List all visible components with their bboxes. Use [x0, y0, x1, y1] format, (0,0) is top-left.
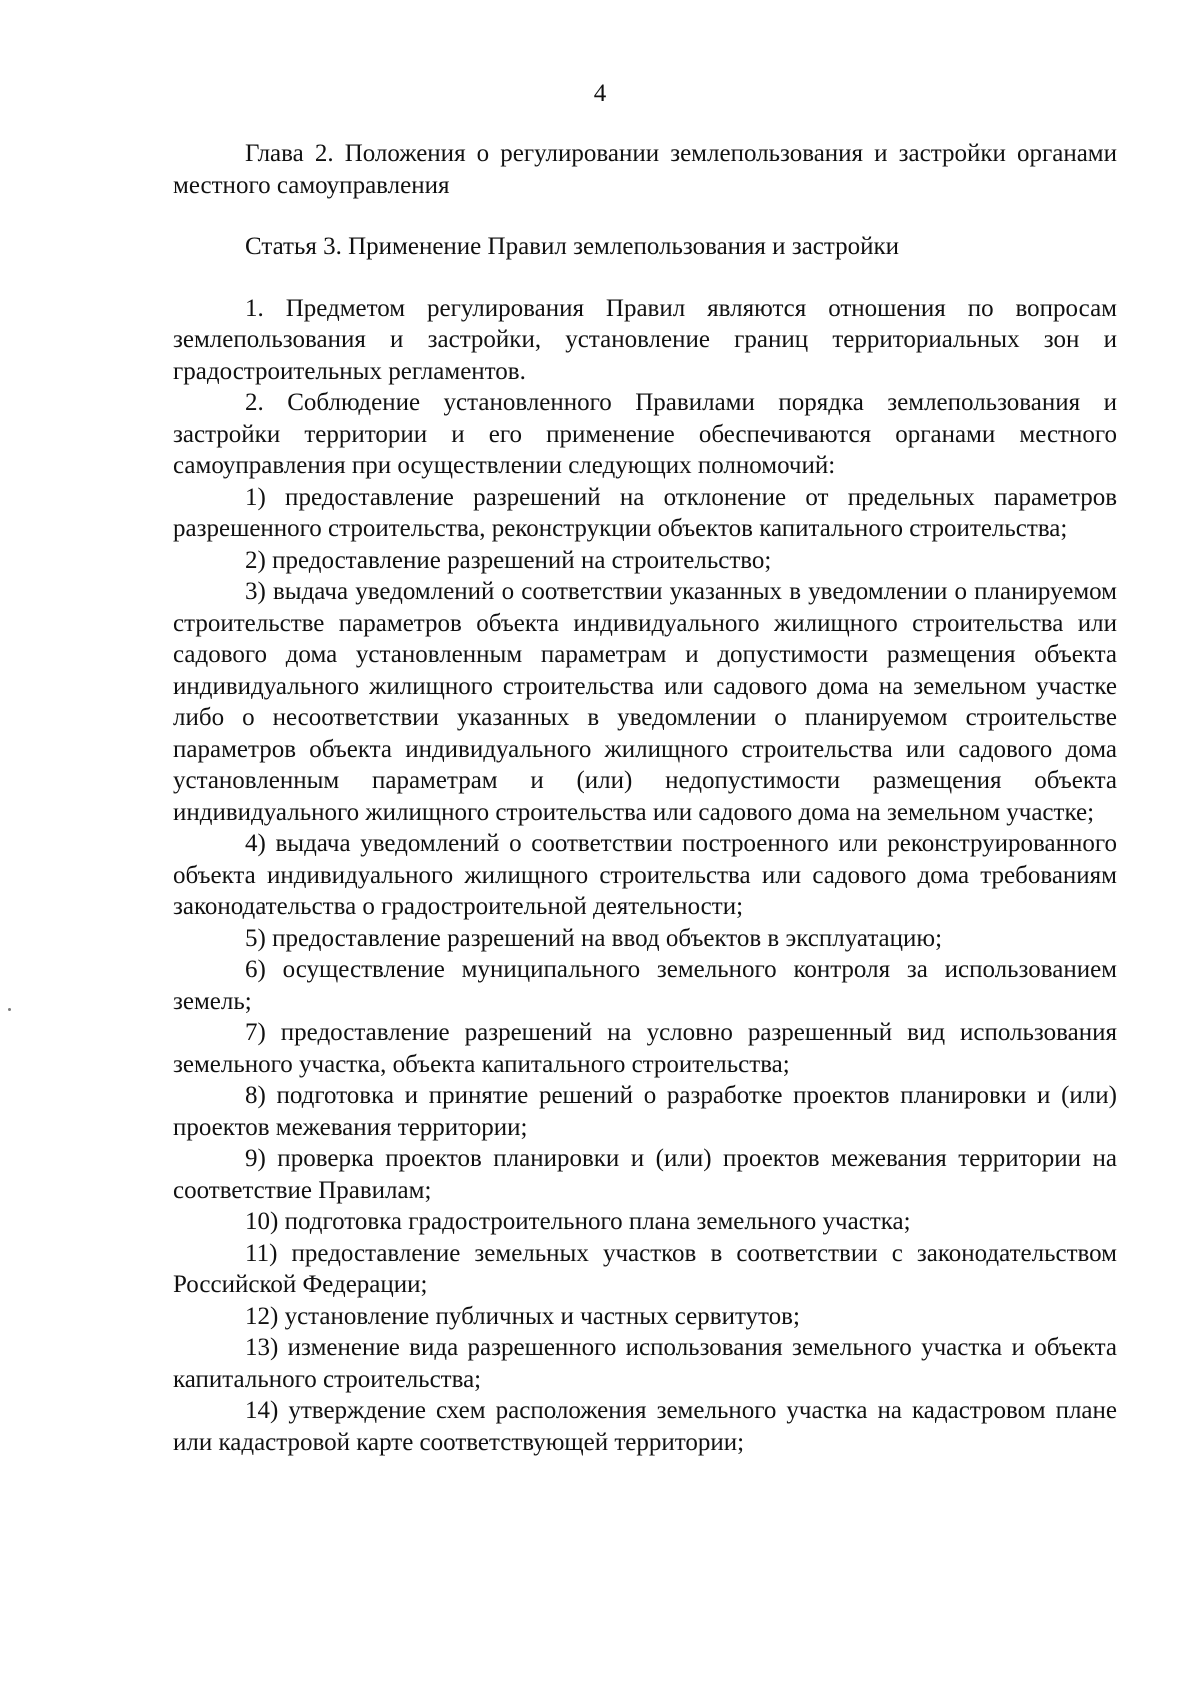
list-item-11: 11) предоставление земельных участков в соответствии с законодательством Российской Федерации;: [173, 1239, 1117, 1298]
chapter-heading: Глава 2. Положения о регулировании землепользования и застройки органами местного самоуправления: [173, 140, 1117, 199]
list-item-7: 7) предоставление разрешений на условно разрешенный вид использования земельного участка, объекта капитального строительства;: [173, 1019, 1117, 1078]
list-item-8: 8) подготовка и принятие решений о разработке проектов планировки и (или) проектов межевания территории;: [173, 1082, 1117, 1141]
scan-artifact-dot: [8, 1008, 11, 1011]
list-item-9: 9) проверка проектов планировки и (или) проектов межевания территории на соответствие Правилам;: [173, 1145, 1117, 1204]
list-item-2: 2) предоставление разрешений на строительство;: [245, 546, 772, 574]
list-item-1: 1) предоставление разрешений на отклонение от предельных параметров разрешенного строительства, реконструкции объектов капитального строительства;: [173, 483, 1117, 542]
paragraph-compliance: 2. Соблюдение установленного Правилами порядка землепользования и застройки территории и его применение обеспечиваются органами местного самоуправления при осуществлении следующих полномочий:: [173, 389, 1117, 479]
list-item-5: 5) предоставление разрешений на ввод объектов в эксплуатацию;: [245, 924, 943, 952]
list-item-13: 13) изменение вида разрешенного использования земельного участка и объекта капитального строительства;: [173, 1334, 1117, 1393]
document-body: [173, 138, 1117, 1458]
paragraph-subject-of-regulation: 1. Предметом регулирования Правил являются отношения по вопросам землепользования и застройки, установление границ территориальных зон и градостроительных регламентов.: [173, 294, 1117, 385]
list-item-4: 4) выдача уведомлений о соответствии построенного или реконструированного объекта индивидуального жилищного строительства или садового дома требованиям законодательства о градостроительной деятельности;: [173, 830, 1117, 920]
list-item-6: 6) осуществление муниципального земельного контроля за использованием земель;: [173, 956, 1117, 1015]
list-item-12: 12) установление публичных и частных сервитутов;: [245, 1302, 800, 1330]
list-item-14: 14) утверждение схем расположения земельного участка на кадастровом плане или кадастровой карте соответствующей территории;: [173, 1397, 1117, 1456]
article-heading: Статья 3. Применение Правил землепользования и застройки: [245, 233, 900, 260]
list-item-3: 3) выдача уведомлений о соответствии указанных в уведомлении о планируемом строительстве параметров объекта индивидуального жилищного строительства или садового дома установленным параметрам и допустимости размещения объекта индивидуального жилищного строительства или садового дома на земельном участке либо о несоответствии указанных в уведомлении о планируемом строительстве параметров объекта индивидуального жилищного строительства или садового дома установленным параметрам и (или) недопустимости размещения объекта индивидуального жилищного строительства или садового дома на земельном участке;: [173, 578, 1117, 826]
page-number: 4: [593, 80, 607, 107]
list-item-10: 10) подготовка градостроительного плана земельного участка;: [245, 1208, 911, 1235]
